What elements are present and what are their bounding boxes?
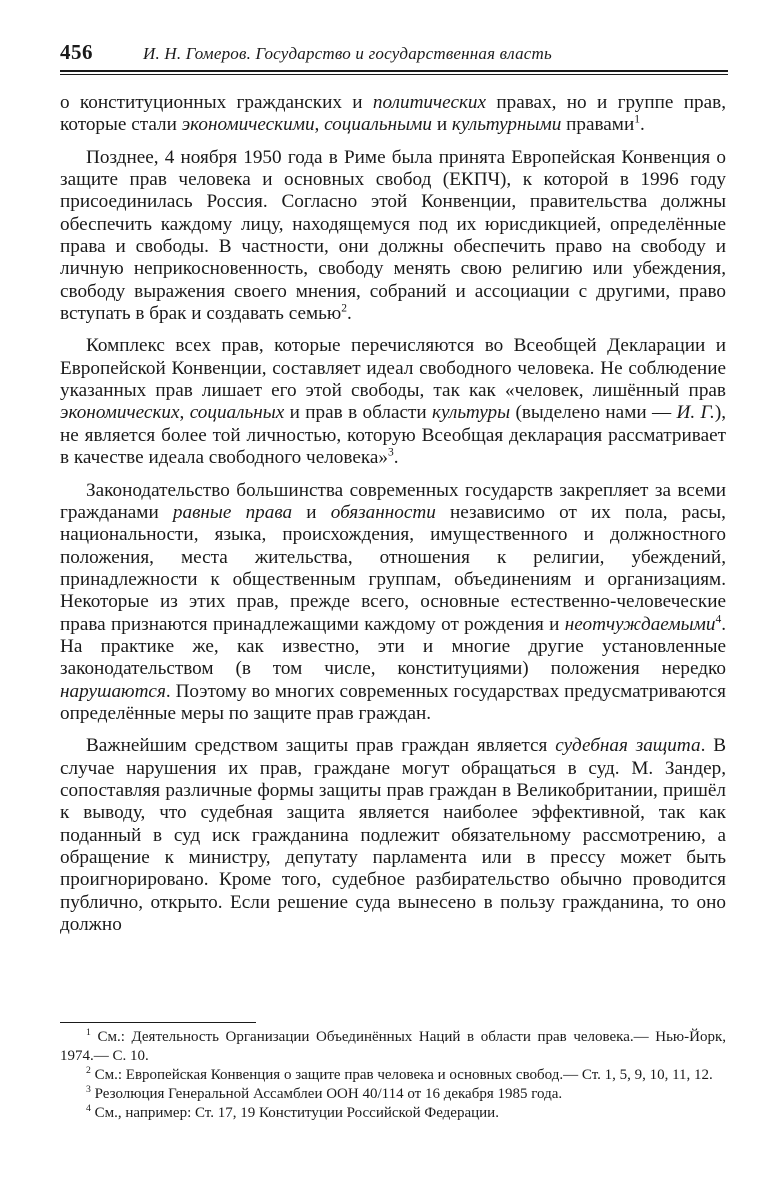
footnote-ref-2[interactable]: 2	[341, 302, 347, 315]
header-rule-thick	[60, 70, 728, 72]
footnote-mark: 3	[86, 1084, 91, 1095]
paragraph-5: Важнейшим средством защиты прав граждан является судебная защита. В случае нарушения их прав, граждане могут обращаться в суд. М. Зандер, сопоставляя различные формы защиты прав граждан в Великобритании, пришёл к выводу, что судебная защита является наиболее эффективной, так как поданный в суд иск гражданина подлежит обязательному рассмотрению, а обращение к министру, депутату парламента или в прессу может быть проигнорировано. Кроме того, судебное разбирательство обычно проводится публично, открыто. Если решение суда вынесено в пользу гражданина, то оно должно	[60, 735, 726, 936]
footnote-ref-3[interactable]: 3	[388, 446, 394, 459]
footnote-1: $^1$ См.: Деятельность Организации Объединённых Наций в области прав человека.— Нью-Йорк, 1974.— С. 10.	[60, 1027, 726, 1064]
footnote-mark: 4	[86, 1103, 91, 1114]
footnote-2: $^2$ См.: Европейская Конвенция о защите прав человека и основных свобод.— Ст. 1, 5, 9, 10, 11, 12.	[86, 1065, 713, 1083]
paragraph-1: о конституционных гражданских и политических правах, но и группе прав, которые стали экономическими, социальными и культурными правами$^1$.	[60, 92, 726, 136]
paragraph-4: Законодательство большинства современных государств закрепляет за всеми гражданами равные права и обязанности независимо от их пола, расы, национальности, языка, происхождения, имущественного и должностного положения, места жительства, отношения к религии, убеждений, принадлежности к общественным группам, объединениям и организациям. Некоторые из этих прав, прежде всего, основные естественно-человеческие права признаются принадлежащими каждому от рождения и неотчуждаемыми$^4$. На практике же, как известно, эти и многие другие установленные законодательством (в том числе, конституциями) положения нередко нарушаются. Поэтому во многих современных государствах предусматриваются определённые меры по защите прав граждан.	[60, 479, 726, 724]
paragraph-3: Комплекс всех прав, которые перечисляются во Всеобщей Декларации и Европейской Конвенции, составляет идеал свободного человека. Не соблюдение указанных прав лишает его этой свободы, так как «человек, лишённый прав экономических, социальных и прав в области культуры (выделено нами — И. Г.), не является более той личностью, которую Всеобщая декларация рассматривает в качестве идеала свободного человека»$^3$.	[60, 335, 727, 469]
footnote-ref-4[interactable]: 4	[715, 613, 722, 626]
footnote-ref-1[interactable]: 1	[634, 113, 640, 126]
body-text	[60, 92, 726, 946]
footnotes	[60, 1028, 726, 1123]
footnote-3: $^3$ Резолюция Генеральной Ассамблеи ООН 40/114 от 16 декабря 1985 года.	[86, 1084, 563, 1102]
header-rule-thin	[60, 74, 728, 75]
page-header	[60, 40, 728, 65]
footnote-separator	[60, 1022, 256, 1023]
footnote-mark: 1	[86, 1027, 91, 1038]
paragraph-2: Позднее, 4 ноября 1950 года в Риме была принята Европейская Конвенция о защите прав человека и основных свобод (ЕКПЧ), к которой в 1996 году присоединилась Россия. Согласно этой Конвенции, правительства должны обеспечить каждому лицу, находящемуся под их юрисдикцией, определённые права и свободы. В частности, они должны обеспечить право на свободу и личную неприкосновенность, свободу менять свою религию или убеждения, свободу выражения своего мнения, собраний и ассоциации с другими, право вступать в брак и создавать семью$^2$.	[60, 146, 726, 325]
page-number: 456	[60, 40, 93, 64]
footnote-mark: 2	[86, 1065, 91, 1076]
footnote-4: $^4$ См., например: Ст. 17, 19 Конституции Российской Федерации.	[86, 1103, 499, 1121]
running-title: И. Н. Гомеров. Государство и государственная власть	[143, 44, 552, 63]
